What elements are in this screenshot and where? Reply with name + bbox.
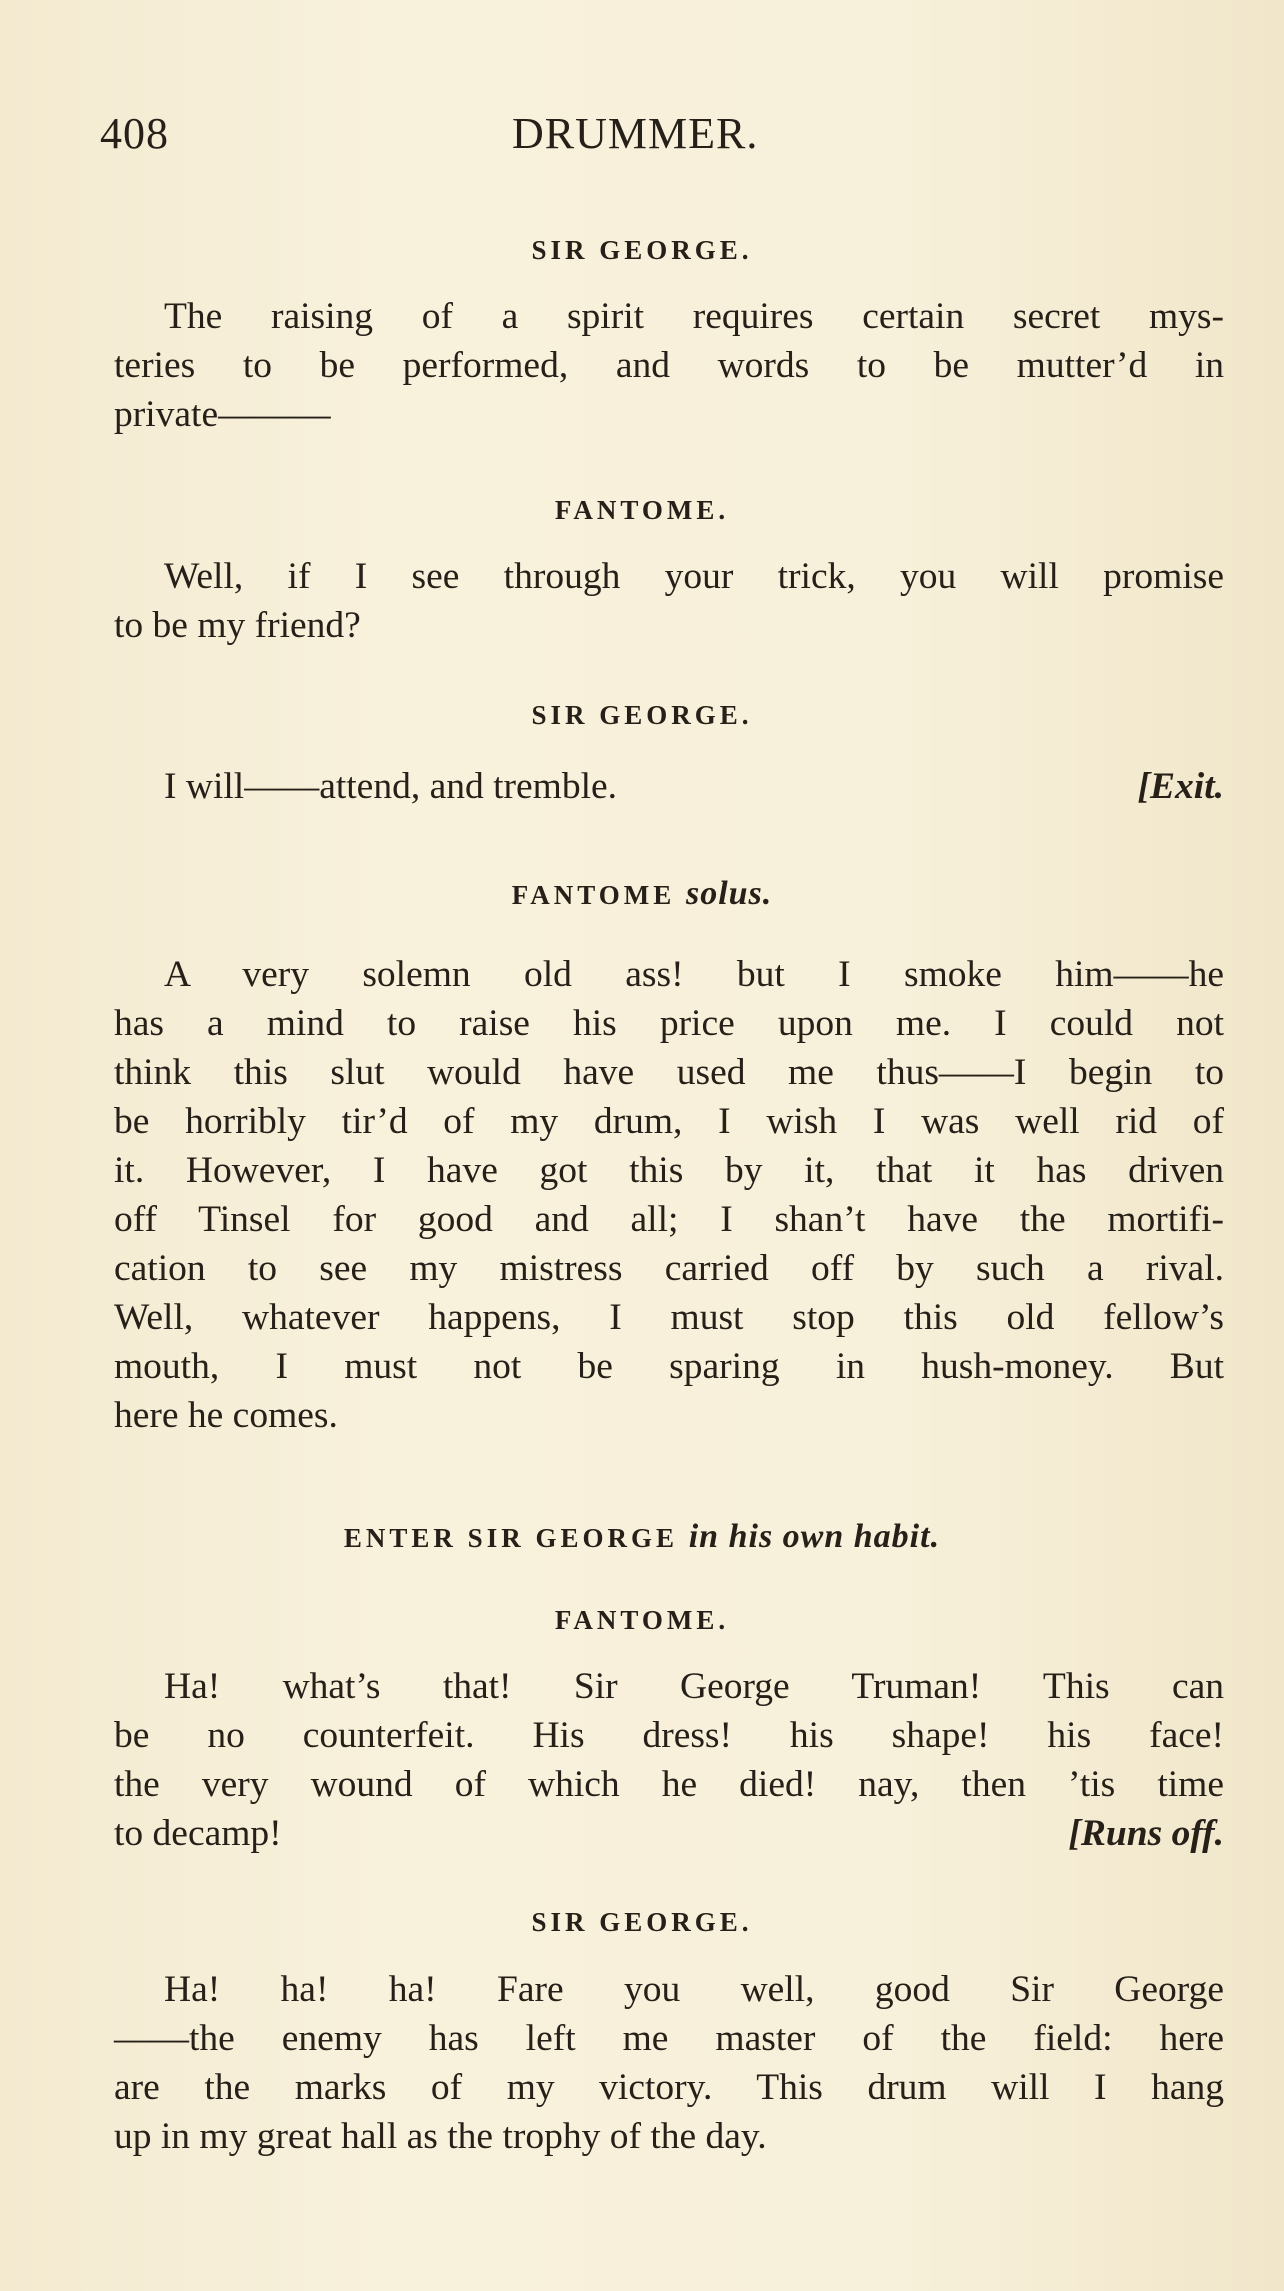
text-line: think this slut would have used me thus——I begin to [114, 1052, 1224, 1093]
stage-direction: [Runs off. [1068, 1813, 1224, 1854]
speech-text: to decamp! [114, 1813, 282, 1854]
stage-direction: [Exit. [1137, 766, 1224, 807]
speech-paragraph [114, 292, 1224, 439]
speaker-heading [0, 495, 1284, 526]
text-line: off Tinsel for good and all; I shan’t have the mortifi- [114, 1199, 1224, 1240]
text-line: Well, whatever happens, I must stop this old fellow’s [114, 1297, 1224, 1338]
text-line: to be my friend? [114, 605, 361, 646]
text-line: teries to be performed, and words to be mutter’d in [114, 345, 1224, 386]
text-line: has a mind to raise his price upon me. I could not [114, 1003, 1224, 1044]
speaker-note: in his own habit. [688, 1518, 941, 1555]
speech-paragraph [114, 552, 1224, 650]
speech-text: I will——attend, and tremble. [164, 766, 618, 807]
stage-direction-heading [0, 1518, 1284, 1556]
text-line: ——the enemy has left me master of the field: here [114, 2018, 1224, 2059]
text-line: here he comes. [114, 1395, 338, 1436]
text-line: up in my great hall as the trophy of the day. [114, 2116, 767, 2157]
text-line: Well, if I see through your trick, you will promise [164, 556, 1224, 597]
text-line: are the marks of my victory. This drum will I hang [114, 2067, 1224, 2108]
speaker-note: solus. [685, 875, 773, 912]
text-line: A very solemn old ass! but I smoke him——he [164, 954, 1224, 995]
speaker-name: SIR GEORGE. [531, 700, 753, 730]
text-line: it. However, I have got this by it, that it has driven [114, 1150, 1224, 1191]
speaker-heading [0, 875, 1284, 913]
text-line: mouth, I must not be sparing in hush-money. But [114, 1346, 1224, 1387]
page-number: 408 [100, 109, 169, 158]
speech-paragraph [114, 1965, 1224, 2161]
speaker-name: ENTER SIR GEORGE [343, 1523, 678, 1553]
text-line: the very wound of which he died! nay, then ’tis time [114, 1764, 1224, 1805]
speech-paragraph [114, 950, 1224, 1440]
speaker-name: SIR GEORGE. [531, 235, 753, 265]
speech-paragraph [114, 1662, 1224, 1858]
text-line: be no counterfeit. His dress! his shape! his face! [114, 1715, 1224, 1756]
speaker-name: FANTOME [511, 880, 676, 910]
running-head: DRUMMER. [512, 109, 759, 158]
text-line: private——— [114, 394, 331, 435]
text-line: Ha! what’s that! Sir George Truman! This can [164, 1666, 1224, 1707]
speaker-name: FANTOME. [554, 1605, 730, 1635]
text-line: be horribly tir’d of my drum, I wish I was well rid of [114, 1101, 1224, 1142]
speaker-heading [0, 700, 1284, 731]
speaker-name: SIR GEORGE. [531, 1907, 753, 1937]
speaker-heading [0, 235, 1284, 266]
speaker-heading [0, 1907, 1284, 1938]
page-header [100, 108, 1220, 168]
speech-paragraph [114, 762, 1224, 811]
speaker-heading [0, 1605, 1284, 1636]
text-line: cation to see my mistress carried off by such a rival. [114, 1248, 1224, 1289]
text-line: The raising of a spirit requires certain secret mys- [164, 296, 1224, 337]
text-line: Ha! ha! ha! Fare you well, good Sir George [164, 1969, 1224, 2010]
text-line [114, 762, 1224, 811]
speaker-name: FANTOME. [554, 495, 730, 525]
text-line [114, 1809, 1224, 1858]
